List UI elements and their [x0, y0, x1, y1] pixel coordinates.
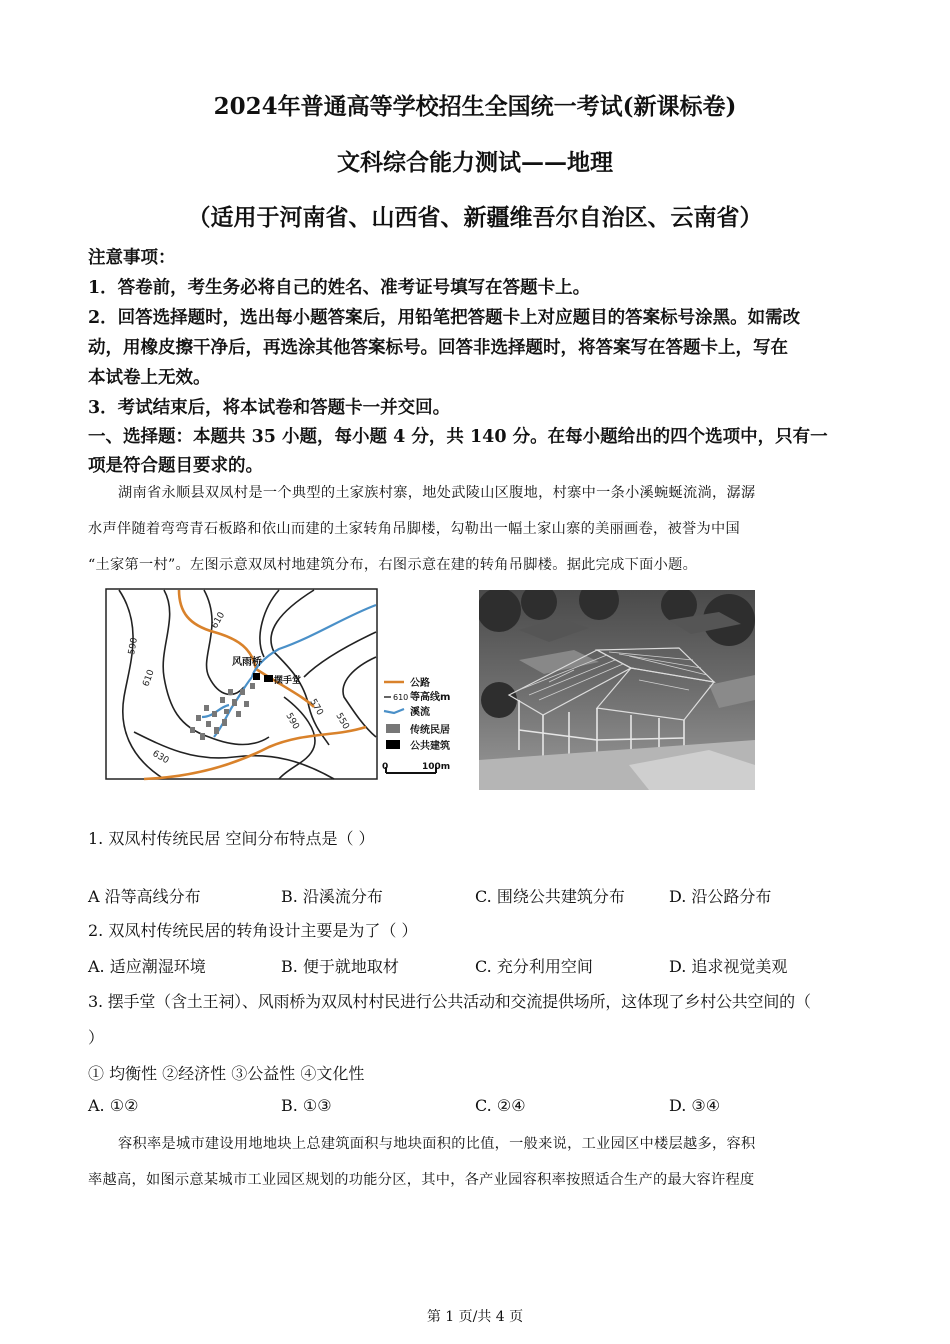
hall-label: 摆手堂 [274, 676, 302, 686]
contour-label-610b: 610 [141, 668, 157, 689]
contour-label-570: 570 [307, 697, 325, 718]
exam-region: （适用于河南省、山西省、新疆维吾尔自治区、云南省） [187, 204, 763, 231]
legend-public: 公共建筑 [410, 741, 450, 752]
contour-label-590b: 590 [283, 711, 301, 732]
passage-2-line-2: 率越高，如图示意某城市工业园区规划的功能分区，其中，各产业园容积率按照适合生产的最大容许程度 [88, 1172, 755, 1188]
q1-stem: 1. 双凤村传统民居 空间分布特点是（ ） [88, 829, 375, 848]
legend-contour-value: 610 [393, 693, 409, 702]
q3-stem-line-2: ） [88, 1028, 105, 1047]
contour-label-610a: 610 [209, 610, 228, 631]
note-2-line-1: 2．回答选择题时，选出每小题答案后，用铅笔把答题卡上对应题目的答案标号涂黑。如需改 [88, 308, 801, 328]
construction-photo [479, 590, 755, 790]
note-2-line-3: 本试卷上无效。 [88, 368, 211, 388]
passage-2-line-1: 容积率是城市建设用地地块上总建筑面积与地块面积的比值，一般来说，工业园区中楼层越多，容积 [118, 1136, 756, 1152]
passage-1-line-2: 水声伴随着弯弯青石板路和依山而建的土家转角吊脚楼，勾勒出一幅土家山寨的美丽画卷，被誉为中国 [88, 521, 740, 537]
q1-option-d: D. 沿公路分布 [669, 887, 772, 906]
q3-items: ① 均衡性 ②经济性 ③公益性 ④文化性 [88, 1064, 365, 1083]
legend-road: 公路 [410, 678, 430, 689]
bridge-label: 风雨桥 [232, 657, 262, 668]
q1-option-c: C. 围绕公共建筑分布 [475, 887, 625, 906]
q3-option-c: C. ②④ [475, 1096, 526, 1115]
q2-option-a: A. 适应潮湿环境 [88, 957, 206, 976]
q1-option-a: A 沿等高线分布 [88, 887, 201, 906]
note-3: 3．考试结束后，将本试卷和答题卡一并交回。 [88, 398, 451, 418]
q3-stem-line-1: 3. 摆手堂（含土王祠）、风雨桥为双凤村村民进行公共活动和交流提供场所，这体现了乡村公共空间的（ [88, 992, 811, 1011]
q2-option-b: B. 便于就地取材 [281, 957, 399, 976]
q1-option-b: B. 沿溪流分布 [281, 887, 383, 906]
q3-option-b: B. ①③ [281, 1096, 332, 1115]
passage-1-line-1: 湖南省永顺县双凤村是一个典型的土家族村寨，地处武陵山区腹地，村寨中一条小溪蜿蜒流淌，潺潺 [118, 485, 756, 501]
legend-houses: 传统民居 [410, 725, 450, 736]
passage-1-line-3: “土家第一村”。左图示意双凤村地建筑分布，右图示意在建的转角吊脚楼。据此完成下面小题。 [88, 557, 698, 573]
exam-title: 2024年普通高等学校招生全国统一考试(新课标卷) [213, 93, 737, 120]
exam-subtitle: 文科综合能力测试——地理 [337, 149, 613, 176]
note-1: 1．答卷前，考生务必将自己的姓名、准考证号填写在答题卡上。 [88, 278, 591, 298]
note-2-line-2: 动，用橡皮擦干净后，再选涂其他答案标号。回答非选择题时，将答案写在答题卡上，写在 [88, 338, 788, 358]
scale-zero: 0 [382, 762, 389, 772]
q3-option-d: D. ③④ [669, 1096, 721, 1115]
scale-distance: 100m [422, 762, 451, 772]
notes-heading: 注意事项： [88, 248, 176, 268]
q3-option-a: A. ①② [88, 1096, 139, 1115]
contour-label-550: 550 [333, 711, 351, 732]
legend-stream: 溪流 [410, 707, 430, 718]
page-footer: 第 1 页/共 4 页 [426, 1309, 524, 1325]
village-map [104, 587, 464, 787]
contour-label-630: 630 [150, 748, 171, 767]
q2-stem: 2. 双凤村传统民居的转角设计主要是为了（ ） [88, 921, 418, 940]
contour-label-590a: 590 [127, 636, 140, 656]
legend-contour: 等高线m [410, 692, 451, 703]
q2-option-d: D. 追求视觉美观 [669, 957, 788, 976]
section-heading-line-1: 一、选择题：本题共 35 小题，每小题 4 分，共 140 分。在每小题给出的四个选项中，只有一 [88, 427, 828, 447]
section-heading-line-2: 项是符合题目要求的。 [88, 456, 263, 476]
q2-option-c: C. 充分利用空间 [475, 957, 593, 976]
